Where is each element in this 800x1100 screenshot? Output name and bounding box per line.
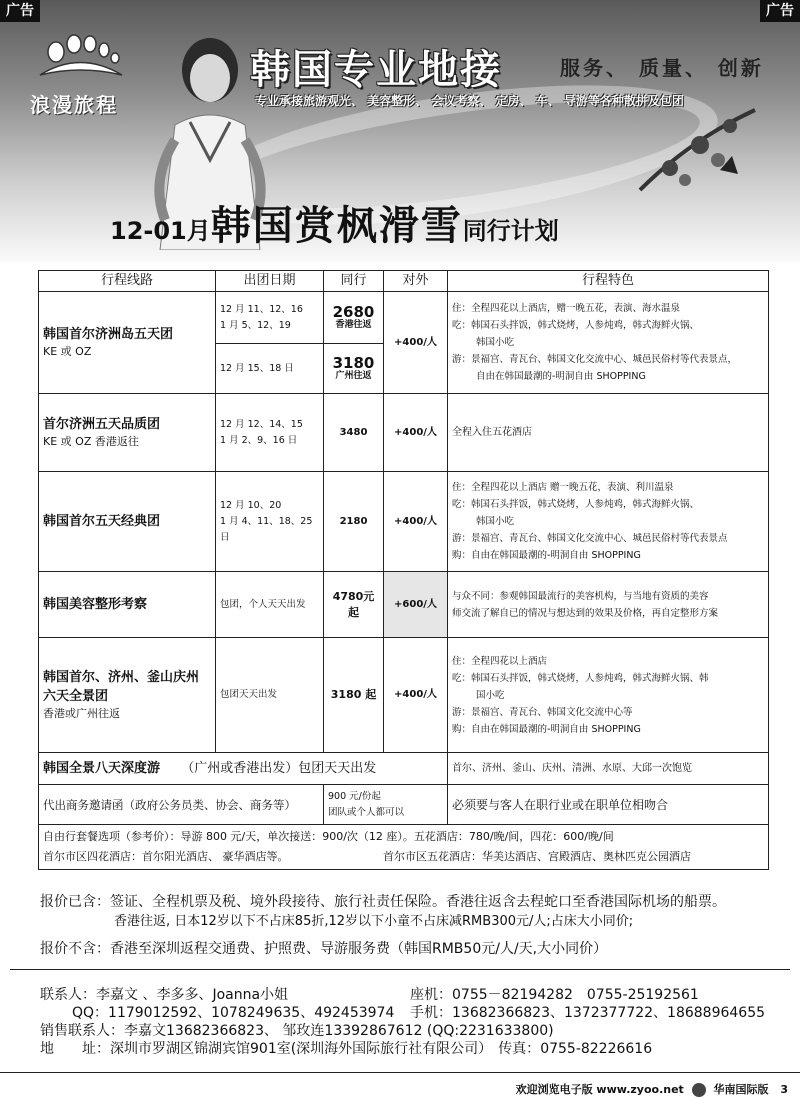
date-cell (216, 292, 324, 344)
feature-line: 师交流了解自已的情况与想达到的效果及价格，再自定整形方案 (452, 607, 719, 619)
excluded-text: 香港至深圳返程交通费、护照费、导游服务费（韩国RMB50元/人/天,大小同价） (110, 941, 608, 957)
route-name: 首尔济洲五天品质团 (43, 417, 161, 432)
price-value: 3480 (324, 394, 384, 472)
feature-text: 首尔、济州、釜山、庆州、清洲、水原、大邱一次饱览 (448, 753, 769, 785)
feature-line: 自由在韩国最潮的-明洞自由 SHOPPING (476, 371, 646, 382)
route-name: 代出商务邀请函（政府公务员类、协会、商务等） (39, 785, 324, 825)
route-airline: KE 或 OZ (43, 345, 92, 358)
addon-price: +600/人 (384, 572, 448, 638)
feature-line: 与众不同：参观韩国最流行的美容机构，与当地有资质的美容 (452, 590, 709, 602)
ad-tag-right: 广告 (760, 0, 800, 22)
addon-price: +400/人 (384, 394, 448, 472)
ad-tag-left: 广告 (0, 0, 40, 22)
plan-title-month: 12-01月 (110, 217, 211, 245)
options-line: 自由行套餐选项（参考价）：导游 800 元/天，单次接送：900/次（12 座）。五花酒店：780/晚/间，四花：600/晚/间 (43, 830, 614, 843)
sales-label: 销售联系人： (40, 1023, 124, 1039)
feature-line: 购：自由在韩国最潮的-明洞自由 SHOPPING (452, 723, 641, 735)
table-row (39, 572, 769, 638)
date-line: 1 月 4、11、18、25日 (220, 515, 313, 543)
header-peer-price: 同行 (324, 271, 384, 292)
table-row (39, 753, 769, 785)
price-line: 900 元/份起 (328, 790, 381, 802)
feature-line: 购：自由在韩国最潮的-明洞自由 SHOPPING (452, 550, 641, 561)
itinerary-table (38, 270, 769, 870)
features-cell (448, 292, 769, 394)
price-value: 4780元起 (324, 572, 384, 638)
date-line: 12 月 10、20 (220, 499, 282, 511)
features-cell (448, 472, 769, 572)
footer-text (516, 1081, 788, 1097)
mobile-label: 手机： (410, 1005, 452, 1021)
date-line: 12 月 12、14、15 (220, 418, 303, 430)
price-value: 2180 (324, 472, 384, 572)
contact-row (40, 1040, 780, 1058)
page-footer (0, 1072, 800, 1100)
addon-price: +400/人 (384, 472, 448, 572)
header-date: 出团日期 (216, 271, 324, 292)
feature-text: 全程入住五花酒店 (448, 394, 769, 472)
header-route: 行程线路 (39, 271, 216, 292)
route-name: 韩国美容整形考察 (43, 597, 148, 612)
date-cell (216, 472, 324, 572)
price-cell (324, 344, 384, 394)
plan-title-main: 韩国赏枫滑雪 (210, 203, 463, 249)
date-line: 包团，个人天天出发 (220, 598, 306, 610)
date-cell (216, 572, 324, 638)
route-cell (39, 292, 216, 394)
blossom-decoration-icon (630, 100, 760, 210)
date-line: 12 月 15、18 日 (220, 362, 294, 374)
route-departure: （广州或香港出发）包团天天出发 (181, 761, 377, 776)
addon-price: +400/人 (384, 638, 448, 753)
plan-title (110, 194, 559, 251)
sales-contacts: 李嘉文13682366823、 邹玫连13392867612 (QQ:2231633800) (124, 1023, 554, 1039)
company-logo (30, 30, 140, 118)
hotel-five-star: 首尔市区五花酒店：华美达酒店、宫殿酒店、奥林匹克公园酒店 (383, 850, 691, 863)
route-cell (39, 753, 448, 785)
fax-label: 传真： (498, 1041, 541, 1057)
date-line: 1 月 2、9、16 日 (220, 434, 298, 446)
included-label: 报价已含： (40, 894, 110, 910)
price-included-note (40, 893, 780, 931)
feature-line: 吃：韩国石头拌饭，韩式烧烤，人参炖鸡，韩式海鲜火锅、 (452, 320, 700, 331)
date-line: 12 月 11、12、16 (220, 303, 303, 315)
feature-line: 游：景福宫、青瓦台、韩国文化交流中心等 (452, 706, 633, 718)
address-label: 地 址： (40, 1041, 110, 1057)
contact-block (40, 986, 780, 1058)
route-name: 韩国首尔、济州、釜山庆州六天全景团 (43, 670, 200, 704)
date-cell (216, 394, 324, 472)
page-number: 3 (780, 1083, 788, 1096)
feature-line: 住：全程四花以上酒店 赠一晚五花，表演、利川温泉 (452, 482, 674, 493)
date-cell (216, 344, 324, 394)
price-cell (324, 292, 384, 344)
fax-number: 0755-82226616 (540, 1041, 653, 1057)
route-cell (39, 638, 216, 753)
price-note: 香港往返 (335, 320, 372, 330)
route-name: 韩国首尔济洲岛五天团 (43, 327, 174, 342)
table-row (39, 472, 769, 572)
feature-text: 必须要与客人在职行业或在职单位相吻合 (448, 785, 769, 825)
table-row (39, 394, 769, 472)
feature-line: 住：全程四花以上酒店，赠一晚五花，表演、海水温泉 (452, 303, 681, 314)
table-row (39, 292, 769, 344)
header-public-price: 对外 (384, 271, 448, 292)
feature-line: 游：景福宫、青瓦台、韩国文化交流中心、城邑民俗村等代表景点， (452, 354, 738, 365)
footer-url: 欢迎浏览电子版 www.zyoo.net (515, 1083, 684, 1096)
date-cell (216, 638, 324, 753)
landline-label: 座机： (410, 987, 452, 1003)
table-row (39, 638, 769, 753)
banner-headline: 韩国专业地接 (250, 47, 502, 93)
route-cell (39, 472, 216, 572)
edition-badge-icon (692, 1083, 706, 1097)
plan-title-suffix: 同行计划 (462, 217, 559, 245)
contact-row (40, 1004, 780, 1022)
self-guided-options (39, 825, 769, 870)
included-text: 签证、全程机票及税、境外段接待、旅行社责任保险。香港往返含去程蛇口至香港国际机场的船票。 (110, 894, 726, 910)
address-text: 深圳市罗湖区锦湖宾馆901室(深圳海外国际旅行社有限公司） (110, 1041, 493, 1057)
features-cell (448, 572, 769, 638)
table-row (39, 825, 769, 870)
footer-edition: 华南国际版 (713, 1083, 769, 1096)
feature-line: 住：全程四花以上酒店 (452, 655, 548, 667)
price-value: 2680 (332, 303, 375, 321)
feature-line: 韩国小吃 (476, 516, 515, 527)
price-note: 广州往返 (335, 371, 372, 381)
date-line: 包团天天出发 (220, 689, 278, 700)
route-airline: KE 或 OZ 香港返往 (43, 435, 139, 448)
hotel-four-star: 首尔市区四花酒店：首尔阳光酒店、 豪华酒店等。 (43, 850, 289, 863)
feature-line: 游：景福宫、青瓦台、韩国文化交流中心、城邑民俗村等代表景点 (452, 533, 728, 544)
route-name: 韩国全景八天深度游 (43, 761, 161, 776)
table-row (39, 785, 769, 825)
route-name: 韩国首尔五天经典团 (43, 514, 161, 529)
date-line: 1 月 5、12、19 (220, 319, 291, 331)
qq-numbers: 1179012592、1078249635、492453974 (108, 1005, 395, 1021)
banner-subline: 专业承接旅游观光、 美容整形、 会议考察、 定房、 车、 导游等各种散拼及包团 (255, 94, 684, 108)
price-value: 3180 起 (324, 638, 384, 753)
contact-person: 李嘉文 、李多多、Joanna小姐 (96, 987, 289, 1003)
banner-slogan: 服务、 质量、 创新 (560, 56, 764, 80)
price-cell (324, 785, 448, 825)
route-cell (39, 572, 216, 638)
features-cell (448, 638, 769, 753)
price-excluded-note (40, 940, 780, 959)
contact-row (40, 1022, 780, 1040)
header-features: 行程特色 (448, 271, 769, 292)
mobile-numbers: 13682366823、1372377722、18688964655 (452, 1005, 766, 1021)
contact-row (40, 986, 780, 1004)
excluded-label: 报价不含： (40, 941, 110, 957)
feature-line: 国小吃 (476, 689, 505, 701)
footprint-logo-icon (30, 30, 130, 85)
banner (0, 0, 800, 262)
addon-price: +400/人 (384, 292, 448, 394)
table-header-row (39, 271, 769, 292)
price-line: 团队或个人都可以 (328, 806, 405, 818)
contact-person-label: 联系人： (40, 987, 96, 1003)
logo-text: 浪漫旅程 (30, 93, 118, 117)
price-value: 3180 (332, 354, 375, 372)
included-text-2: 香港往返, 日本12岁以下不占床85折,12岁以下小童不占床减RMB300元/人;占床大小同价; (114, 914, 634, 929)
feature-line: 吃：韩国石头拌饭，韩式烧烤，人参炖鸡，韩式海鲜火锅、韩 (452, 672, 709, 684)
route-airline: 香港或广州往返 (43, 707, 120, 720)
hotel-list (43, 847, 764, 867)
divider (10, 969, 790, 970)
route-cell (39, 394, 216, 472)
qq-label: QQ： (72, 1005, 109, 1021)
landline-number: 0755－82194282 0755-25192561 (452, 987, 699, 1003)
feature-line: 吃：韩国石头拌饭，韩式烧烤，人参炖鸡，韩式海鲜火锅、 (452, 499, 700, 510)
feature-line: 韩国小吃 (476, 337, 515, 348)
